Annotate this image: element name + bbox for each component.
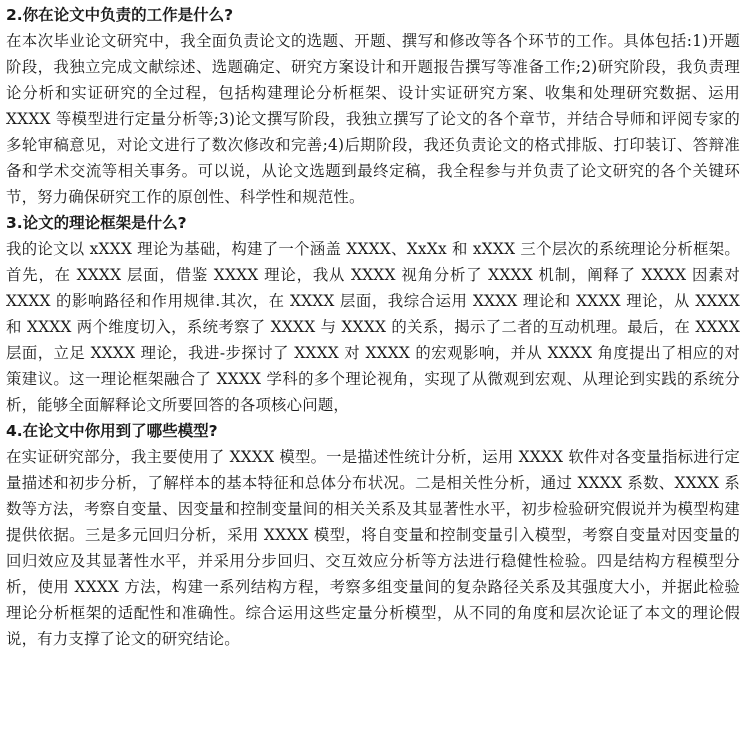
- section-theoretical-framework: [6, 210, 740, 418]
- section-responsibilities: [6, 2, 740, 210]
- section-heading: 3.论文的理论框架是什么?: [6, 214, 187, 232]
- section-heading: 4.在论文中你用到了哪些模型?: [6, 422, 218, 440]
- section-models: [6, 418, 740, 652]
- document-page: [6, 2, 740, 652]
- section-paragraph: 在本次毕业论文研究中，我全面负责论文的选题、开题、撰写和修改等各个环节的工作。具体包括:1)开题阶段，我独立完成文献综述、选题确定、研究方案设计和开题报告撰写等准备工作;2)研究阶段，我负责理论分析和实证研究的全过程，包括构建理论分析框架、设计实证研究方案、收集和处理研究数据、运用 XXXX 等模型进行定量分析等;3)论文撰写阶段，我独立撰写了论文的各个章节，并结合导师和评阅专家的多轮审稿意见，对论文进行了数次修改和完善;4)后期阶段，我还负责论文的格式排版、打印装订、答辩准备和学术交流等相关事务。可以说，从论文选题到最终定稿，我全程参与并负责了论文研究的各个关键环节，努力确保研究工作的原创性、科学性和规范性。: [6, 32, 740, 206]
- section-paragraph: 在实证研究部分，我主要使用了 XXXX 模型。一是描述性统计分析，运用 XXXX 软件对各变量指标进行定量描述和初步分析，了解样本的基本特征和总体分布状况。二是相关性分析，通过 XXXX 系数、XXXX 系数等方法，考察自变量、因变量和控制变量间的相关关系及其显著性水平，初步检验研究假说并为模型构建提供依据。三是多元回归分析，采用 XXXX 模型，将自变量和控制变量引入模型，考察自变量对因变量的回归效应及其显著性水平，并采用分步回归、交互效应分析等方法进行稳健性检验。四是结构方程模型分析，使用 XXXX 方法，构建一系列结构方程，考察多组变量间的复杂路径关系及其强度大小，并据此检验理论分析框架的适配性和准确性。综合运用这些定量分析模型，从不同的角度和层次论证了本文的理论假说，有力支撑了论文的研究结论。: [6, 448, 740, 648]
- section-heading: 2.你在论文中负责的工作是什么?: [6, 6, 234, 24]
- section-paragraph: 我的论文以 xXXX 理论为基础，构建了一个涵盖 XXXX、XxXx 和 xXXX 三个层次的系统理论分析框架。首先，在 XXXX 层面，借鉴 XXXX 理论，我从 XXXX 视角分析了 XXXX 机制，阐释了 XXXX 因素对 XXXX 的影响路径和作用规律.其次，在 XXXX 层面，我综合运用 XXXX 理论和 XXXX 理论，从 XXXX 和 XXXX 两个维度切入，系统考察了 XXXX 与 XXXX 的关系，揭示了二者的互动机理。最后，在 XXXX 层面，立足 XXXX 理论，我进-步探讨了 XXXX 对 XXXX 的宏观影响，并从 XXXX 角度提出了相应的对策建议。这一理论框架融合了 XXXX 学科的多个理论视角，实现了从微观到宏观、从理论到实践的系统分析，能够全面解释论文所要回答的各项核心问题，: [6, 240, 740, 414]
